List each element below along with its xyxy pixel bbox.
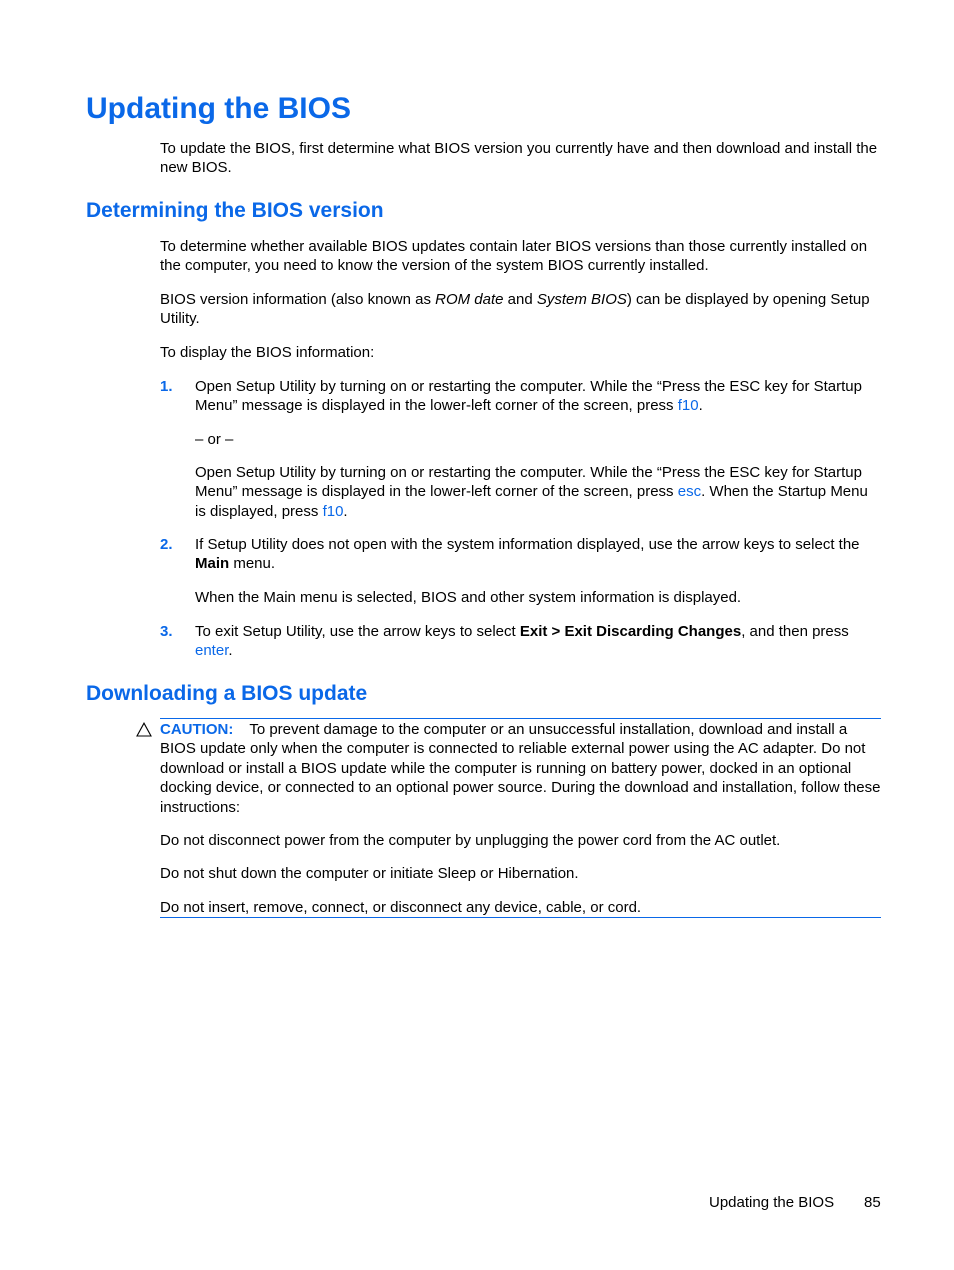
bios-version-paragraph: To determine whether available BIOS updates contain later BIOS versions than those currently installed on the computer, you need to know the version of the system BIOS currently installed. — [160, 238, 868, 275]
text-segment: To exit Setup Utility, use the arrow keys to select — [195, 623, 520, 640]
step-number: 2. — [160, 536, 173, 553]
display-bios-intro: To display the BIOS information: — [160, 344, 375, 361]
text-segment: BIOS version information (also known as — [160, 291, 436, 308]
text-segment: , and then press — [741, 623, 849, 640]
intro-paragraph: To update the BIOS, first determine what BIOS version you currently have and then download and install the new BIOS. — [160, 140, 878, 177]
text-segment: ) can be displayed by opening Setup Utility. — [160, 291, 870, 328]
text-segment: Open Setup Utility by turning on or restarting the computer. While the “Press the ESC key for Startup Menu” message is displayed in the lower-left corner of the screen, press — [195, 378, 862, 415]
step-2-note: When the Main menu is selected, BIOS and other system information is displayed. — [195, 589, 742, 606]
page-title: Updating the BIOS — [86, 92, 351, 125]
rom-date-term: ROM date — [435, 291, 504, 308]
caution-top-rule — [160, 718, 881, 719]
text-segment: and — [503, 291, 537, 308]
step-2-text — [195, 535, 881, 574]
text-segment: Open Setup Utility by turning on or restarting the computer. While the “Press the ESC key for Startup Menu” message is displayed in the lower-left corner of the screen, press — [195, 464, 862, 501]
main-menu-term: Main — [195, 555, 230, 573]
section-heading-bios-version: Determining the BIOS version — [86, 199, 384, 222]
step-number: 1. — [160, 378, 173, 395]
instruction-item: Do not disconnect power from the computer by unplugging the power cord from the AC outlet. — [160, 832, 781, 849]
section-heading-download: Downloading a BIOS update — [86, 682, 368, 705]
or-separator: – or – — [195, 431, 234, 448]
footer-section-title: Updating the BIOS — [709, 1194, 835, 1211]
footer-page-number: 85 — [864, 1194, 881, 1211]
system-bios-term: System BIOS — [536, 291, 627, 308]
key-enter: enter — [195, 642, 229, 660]
caution-triangle-icon — [136, 722, 152, 737]
step-number: 3. — [160, 623, 173, 640]
instruction-item: Do not shut down the computer or initiate Sleep or Hibernation. — [160, 865, 579, 882]
text-segment: . When the Startup Menu is displayed, press — [195, 483, 868, 520]
instruction-item: Do not insert, remove, connect, or disconnect any device, cable, or cord. — [160, 899, 642, 916]
caution-label: CAUTION: — [160, 721, 234, 738]
caution-text: To prevent damage to the computer or an unsuccessful installation, download and install a BIOS update only when the computer is connected to reliable external power using the AC adapter. Do not download or install a BIOS update while the computer is running on battery power, docked in an optional docking device, or connected to an optional power source. During the download and installation, follow these instructions: — [160, 721, 881, 816]
key-esc: esc — [677, 483, 702, 501]
step-1-alt-text — [195, 463, 881, 521]
text-segment: menu. — [229, 555, 276, 573]
key-f10: f10 — [322, 502, 344, 520]
step-1-text — [195, 377, 881, 416]
text-segment: . — [698, 397, 703, 415]
key-f10: f10 — [677, 397, 699, 415]
text-segment: If Setup Utility does not open with the system information displayed, use the arrow keys to select the — [195, 536, 860, 553]
text-segment: . — [343, 502, 348, 520]
bios-info-paragraph — [160, 290, 882, 329]
caution-paragraph — [160, 720, 882, 817]
text-segment: . — [228, 642, 233, 660]
step-3-text — [195, 622, 881, 661]
caution-bottom-rule — [160, 917, 881, 918]
exit-discarding-term: Exit > Exit Discarding Changes — [519, 623, 742, 640]
